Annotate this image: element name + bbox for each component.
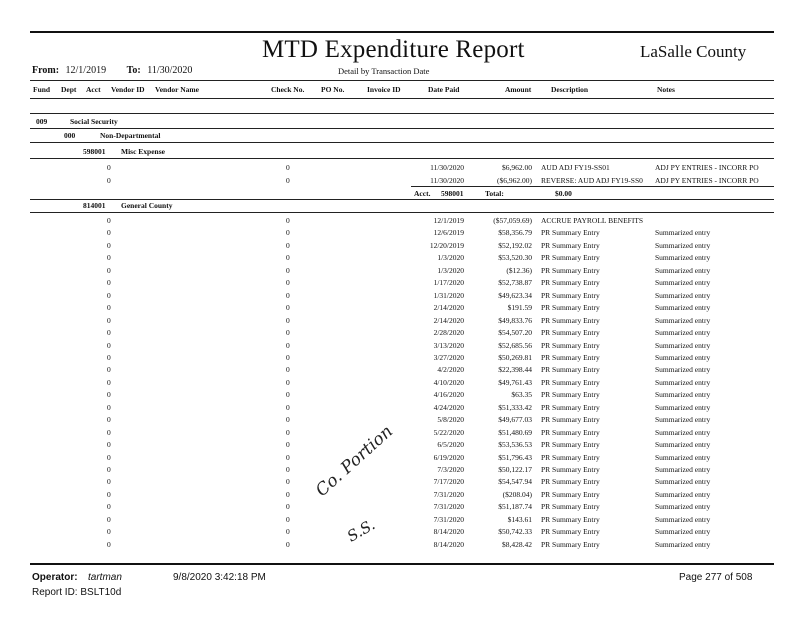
top-rule [30,31,774,33]
vendor-id-cell: 0 [107,427,111,437]
table-row [0,453,800,464]
notes-cell: Summarized entry [655,328,711,338]
notes-cell: Summarized entry [655,290,711,300]
date-paid-cell: 12/6/2019 [433,228,464,238]
description-cell: PR Summary Entry [541,315,600,325]
table-row [0,390,800,401]
description-cell: PR Summary Entry [541,290,600,300]
description-cell: PR Summary Entry [541,328,600,338]
col-vendor-id: Vendor ID [111,85,145,94]
notes-cell: Summarized entry [655,465,711,474]
vendor-id-cell: 0 [107,452,111,462]
table-row [0,515,800,526]
notes-cell: Summarized entry [655,228,711,238]
spacer-rule [30,113,774,114]
notes-cell: Summarized entry [655,402,711,412]
amount-cell: $53,520.30 [498,253,532,263]
vendor-id-cell: 0 [107,228,111,238]
notes-cell: ADJ PY ENTRIES - INCORR PO [655,163,759,172]
description-cell: REVERSE: AUD ADJ FY19-SS0 [541,176,643,185]
date-paid-cell: 5/8/2020 [437,415,464,425]
vendor-id-cell: 0 [107,539,111,549]
table-row [0,241,800,252]
table-row [0,365,800,376]
col-notes: Notes [657,85,675,94]
amount-cell: $54,547.94 [498,477,532,487]
check-no-cell: 0 [286,352,290,362]
vendor-id-cell: 0 [107,253,111,263]
description-cell: PR Summary Entry [541,340,600,350]
check-no-cell: 0 [286,489,290,499]
col-fund: Fund [33,85,51,94]
notes-cell: Summarized entry [655,240,711,250]
vendor-id-cell: 0 [107,176,111,185]
notes-cell: Summarized entry [655,303,711,313]
col-acct: Acct [86,85,101,94]
amount-cell: ($208.04) [502,489,532,499]
col-check-no: Check No. [271,85,305,94]
table-row [0,540,800,551]
description-cell: PR Summary Entry [541,402,600,412]
check-no-cell: 0 [286,163,290,172]
date-range [32,65,192,76]
check-no-cell: 0 [286,465,290,474]
acct-code-814001: 814001 [83,201,106,210]
notes-cell: Summarized entry [655,440,711,450]
column-header-rule [30,98,774,99]
acct-name-general-county: General County [121,201,173,210]
check-no-cell: 0 [286,390,290,400]
date-paid-cell: 6/5/2020 [437,440,464,450]
amount-cell: $52,685.56 [498,340,532,350]
notes-cell: Summarized entry [655,427,711,437]
vendor-id-cell: 0 [107,265,111,275]
table-row [0,465,800,476]
table-row [0,266,800,277]
notes-cell: Summarized entry [655,502,711,512]
check-no-cell: 0 [286,527,290,537]
amount-cell: $53,536.53 [498,440,532,450]
fund-rule [30,128,774,129]
page-number: Page 277 of 508 [679,572,753,583]
table-row [0,440,800,451]
amount-cell: $49,677.03 [498,415,532,425]
vendor-id-cell: 0 [107,527,111,537]
date-paid-cell: 1/3/2020 [437,265,464,275]
date-paid-cell: 7/31/2020 [433,502,464,512]
date-paid-cell: 2/14/2020 [433,315,464,325]
check-no-cell: 0 [286,415,290,425]
description-cell: PR Summary Entry [541,278,600,288]
date-paid-cell: 12/1/2019 [433,216,464,225]
table-row [0,291,800,302]
notes-cell: Summarized entry [655,340,711,350]
check-no-cell: 0 [286,228,290,238]
notes-cell: Summarized entry [655,352,711,362]
vendor-id-cell: 0 [107,402,111,412]
vendor-id-cell: 0 [107,390,111,400]
fund-name: Social Security [70,117,118,126]
county-name: LaSalle County [640,42,747,61]
total-label: Total: [485,189,504,198]
description-cell: PR Summary Entry [541,253,600,263]
date-paid-cell: 11/30/2020 [430,163,464,172]
vendor-id-cell: 0 [107,290,111,300]
notes-cell: Summarized entry [655,390,711,400]
amount-cell: $8,428.42 [502,539,532,549]
amount-cell: ($57,059.69) [493,216,532,225]
col-po-no: PO No. [321,85,345,94]
table-row [0,253,800,264]
total-acct-code: 598001 [441,189,464,198]
total-value: $0.00 [555,189,572,198]
amount-cell: $63.35 [511,390,532,400]
dept-name: Non-Departmental [100,131,161,140]
from-value: 12/1/2019 [65,65,107,76]
vendor-id-cell: 0 [107,502,111,512]
description-cell: PR Summary Entry [541,514,600,524]
notes-cell: Summarized entry [655,377,711,387]
to-label: To: [126,65,141,76]
header-rule [30,80,774,81]
vendor-id-cell: 0 [107,340,111,350]
description-cell: AUD ADJ FY19-SS01 [541,163,610,172]
date-paid-cell: 7/17/2020 [433,477,464,487]
vendor-id-cell: 0 [107,514,111,524]
amount-cell: $49,833.76 [498,315,532,325]
handwritten-note-line1: Co. Portion [312,421,397,501]
notes-cell: ADJ PY ENTRIES - INCORR PO [655,176,759,185]
amount-cell: $50,269.81 [498,352,532,362]
description-cell: PR Summary Entry [541,477,600,487]
date-paid-cell: 1/17/2020 [433,278,464,288]
notes-cell: Summarized entry [655,452,711,462]
notes-cell: Summarized entry [655,315,711,325]
vendor-id-cell: 0 [107,377,111,387]
description-cell: PR Summary Entry [541,365,600,375]
check-no-cell: 0 [286,303,290,313]
notes-cell: Summarized entry [655,539,711,549]
acct-code-598001: 598001 [83,147,106,156]
description-cell: PR Summary Entry [541,440,600,450]
acct-name-misc-expense: Misc Expense [121,147,165,156]
notes-cell: Summarized entry [655,278,711,288]
check-no-cell: 0 [286,340,290,350]
date-paid-cell: 4/2/2020 [437,365,464,375]
amount-cell: $51,796.43 [498,452,532,462]
table-row [0,490,800,501]
fund-code: 009 [36,117,48,126]
check-no-cell: 0 [286,290,290,300]
description-cell: ACCRUE PAYROLL BENEFITS [541,216,644,225]
vendor-id-cell: 0 [107,489,111,499]
description-cell: PR Summary Entry [541,240,600,250]
table-row [0,527,800,538]
description-cell: PR Summary Entry [541,415,600,425]
notes-cell: Summarized entry [655,265,711,275]
vendor-id-cell: 0 [107,440,111,450]
description-cell: PR Summary Entry [541,489,600,499]
table-row [0,378,800,389]
date-paid-cell: 4/16/2020 [433,390,464,400]
description-cell: PR Summary Entry [541,228,600,238]
date-paid-cell: 7/3/2020 [437,465,464,474]
check-no-cell: 0 [286,328,290,338]
check-no-cell: 0 [286,539,290,549]
amount-cell: $143.61 [507,514,532,524]
date-paid-cell: 7/31/2020 [433,489,464,499]
print-timestamp: 9/8/2020 3:42:18 PM [173,572,266,583]
description-cell: PR Summary Entry [541,377,600,387]
footer-rule [30,563,774,565]
total-rule [411,186,774,187]
date-paid-cell: 2/28/2020 [433,328,464,338]
table-row [0,316,800,327]
check-no-cell: 0 [286,240,290,250]
date-paid-cell: 4/10/2020 [433,377,464,387]
report-title: MTD Expenditure Report [262,36,525,63]
check-no-cell: 0 [286,278,290,288]
amount-cell: $52,192.02 [498,240,532,250]
table-row [0,228,800,239]
total-acct-label: Acct. [414,189,431,198]
vendor-id-cell: 0 [107,477,111,487]
date-paid-cell: 5/22/2020 [433,427,464,437]
table-row [0,163,800,174]
col-description: Description [551,85,589,94]
vendor-id-cell: 0 [107,352,111,362]
check-no-cell: 0 [286,377,290,387]
operator-name: tartman [88,572,122,583]
check-no-cell: 0 [286,402,290,412]
notes-cell: Summarized entry [655,514,711,524]
table-row [0,278,800,289]
check-no-cell: 0 [286,427,290,437]
description-cell: PR Summary Entry [541,265,600,275]
report-subtitle: Detail by Transaction Date [338,66,430,76]
table-row [0,353,800,364]
date-paid-cell: 4/24/2020 [433,402,464,412]
check-no-cell: 0 [286,253,290,263]
notes-cell: Summarized entry [655,489,711,499]
vendor-id-cell: 0 [107,278,111,288]
notes-cell: Summarized entry [655,415,711,425]
table-row [0,502,800,513]
description-cell: PR Summary Entry [541,427,600,437]
description-cell: PR Summary Entry [541,527,600,537]
date-paid-cell: 7/31/2020 [433,514,464,524]
amount-cell: $49,761.43 [498,377,532,387]
col-vendor-name: Vendor Name [155,85,199,94]
acct1-rule [30,158,774,159]
table-row [0,403,800,414]
description-cell: PR Summary Entry [541,539,600,549]
vendor-id-cell: 0 [107,240,111,250]
report-id: Report ID: BSLT10d [32,587,122,598]
table-row [0,415,800,426]
table-row [0,477,800,488]
vendor-id-cell: 0 [107,465,111,474]
amount-cell: $51,333.42 [498,402,532,412]
amount-cell: $191.59 [507,303,532,313]
amount-cell: $51,480.69 [498,427,532,437]
dept-code: 000 [64,131,76,140]
col-dept: Dept [61,85,77,94]
date-paid-cell: 1/31/2020 [433,290,464,300]
vendor-id-cell: 0 [107,163,111,172]
total-bottom-rule [30,199,774,200]
amount-cell: $54,507.20 [498,328,532,338]
check-no-cell: 0 [286,176,290,185]
notes-cell: Summarized entry [655,527,711,537]
amount-cell: $51,187.74 [498,502,532,512]
check-no-cell: 0 [286,265,290,275]
vendor-id-cell: 0 [107,315,111,325]
amount-cell: $22,398.44 [498,365,532,375]
amount-cell: $52,738.87 [498,278,532,288]
date-paid-cell: 11/30/2020 [430,176,464,185]
vendor-id-cell: 0 [107,415,111,425]
notes-cell: Summarized entry [655,477,711,487]
check-no-cell: 0 [286,452,290,462]
check-no-cell: 0 [286,440,290,450]
vendor-id-cell: 0 [107,328,111,338]
table-row [0,216,800,227]
description-cell: PR Summary Entry [541,465,600,474]
amount-cell: $49,623.34 [498,290,532,300]
date-paid-cell: 12/20/2019 [429,240,464,250]
description-cell: PR Summary Entry [541,502,600,512]
check-no-cell: 0 [286,216,290,225]
handwritten-note-line2: S.S. [344,515,379,546]
table-row [0,428,800,439]
date-paid-cell: 1/3/2020 [437,253,464,263]
notes-cell: Summarized entry [655,365,711,375]
check-no-cell: 0 [286,477,290,487]
from-label: From: [32,65,60,76]
vendor-id-cell: 0 [107,365,111,375]
amount-cell: ($12.36) [506,265,532,275]
description-cell: PR Summary Entry [541,352,600,362]
check-no-cell: 0 [286,502,290,512]
date-paid-cell: 2/14/2020 [433,303,464,313]
table-row [0,328,800,339]
acct2-rule [30,212,774,213]
check-no-cell: 0 [286,365,290,375]
check-no-cell: 0 [286,315,290,325]
description-cell: PR Summary Entry [541,303,600,313]
table-row [0,341,800,352]
table-row [0,303,800,314]
notes-cell: Summarized entry [655,253,711,263]
to-value: 11/30/2020 [147,65,193,76]
description-cell: PR Summary Entry [541,390,600,400]
date-paid-cell: 3/13/2020 [433,340,464,350]
date-paid-cell: 8/14/2020 [433,539,464,549]
vendor-id-cell: 0 [107,303,111,313]
amount-cell: $50,742.33 [498,527,532,537]
amount-cell: $50,122.17 [498,465,532,474]
dept-rule [30,142,774,143]
date-paid-cell: 6/19/2020 [433,452,464,462]
date-paid-cell: 8/14/2020 [433,527,464,537]
operator-label: Operator: [32,572,78,583]
col-date-paid: Date Paid [428,85,460,94]
check-no-cell: 0 [286,514,290,524]
amount-cell: $58,356.79 [498,228,532,238]
col-invoice-id: Invoice ID [367,85,401,94]
col-amount: Amount [505,85,532,94]
vendor-id-cell: 0 [107,216,111,225]
amount-cell: $6,962.00 [502,163,532,172]
amount-cell: ($6,962.00) [497,176,532,185]
date-paid-cell: 3/27/2020 [433,352,464,362]
description-cell: PR Summary Entry [541,452,600,462]
